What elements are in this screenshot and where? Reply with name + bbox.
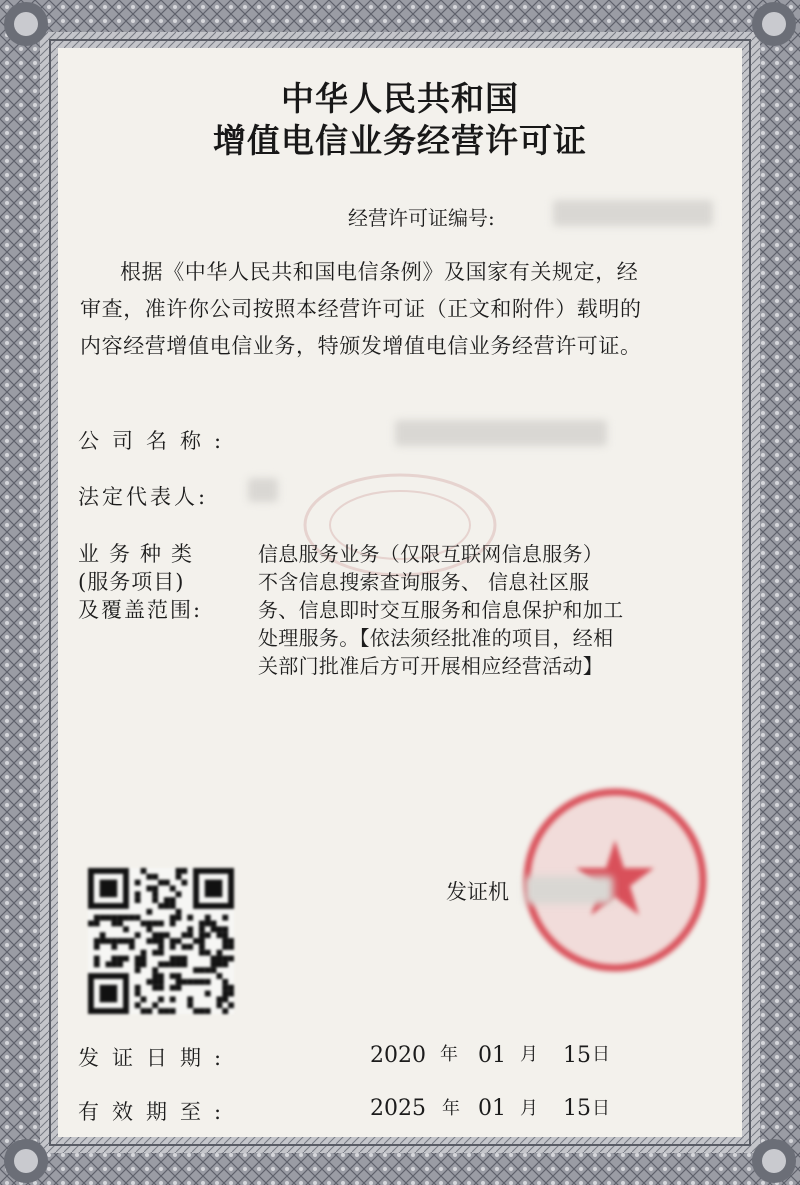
valid-day: 15 <box>563 1096 591 1121</box>
scope-label-1: 业务种类 <box>78 542 202 566</box>
scope-line-4: 处理服务。【依法须经批准的项目，经相 <box>258 626 614 650</box>
valid-month-unit: 月 <box>520 1098 538 1119</box>
valid-year-unit: 年 <box>442 1098 460 1119</box>
valid-day-unit: 日 <box>592 1098 610 1119</box>
issue-year: 2020 <box>370 1043 426 1068</box>
license-number-redacted <box>553 200 713 226</box>
scope-label-3: 及覆盖范围: <box>78 598 203 622</box>
issue-day: 15 <box>563 1043 591 1068</box>
issue-month: 01 <box>478 1043 506 1068</box>
issuer-name-redacted <box>525 876 613 904</box>
scope-line-1: 信息服务业务（仅限互联网信息服务） <box>258 542 604 566</box>
issue-date-label: 发证日期: <box>78 1046 235 1070</box>
scope-line-3: 务、信息即时交互服务和信息保护和加工 <box>258 598 624 622</box>
certificate-title-line1: 中华人民共和国 <box>281 79 519 118</box>
scope-line-2: 不含信息搜索查询服务、 信息社区服 <box>258 570 590 594</box>
corner-ornament-br <box>752 1139 796 1183</box>
body-line-3: 内容经营增值电信业务，特颁发增值电信业务经营许可证。 <box>80 334 642 358</box>
certificate-title-line2: 增值电信业务经营许可证 <box>213 121 587 160</box>
legal-rep-redacted <box>248 478 278 502</box>
company-name-label: 公司名称: <box>78 429 235 453</box>
issuer-label: 发证机 <box>446 880 509 904</box>
valid-year: 2025 <box>370 1096 426 1121</box>
license-number-label: 经营许可证编号: <box>348 206 495 230</box>
scope-line-5: 关部门批准后方可开展相应经营活动】 <box>258 654 604 678</box>
valid-until-label: 有效期至: <box>78 1100 235 1124</box>
corner-ornament-tl <box>4 2 48 46</box>
body-line-1: 根据《中华人民共和国电信条例》及国家有关规定，经 <box>120 260 639 284</box>
issue-month-unit: 月 <box>520 1044 538 1065</box>
corner-ornament-bl <box>4 1139 48 1183</box>
legal-rep-label: 法定代表人: <box>78 485 209 509</box>
qr-code[interactable] <box>88 868 234 1014</box>
issue-day-unit: 日 <box>592 1044 610 1065</box>
company-name-redacted <box>395 420 607 446</box>
corner-ornament-tr <box>752 2 796 46</box>
scope-label-2: (服务项目) <box>78 570 185 594</box>
valid-month: 01 <box>478 1096 506 1121</box>
body-line-2: 审查，准许你公司按照本经营许可证（正文和附件）载明的 <box>80 297 642 321</box>
issue-year-unit: 年 <box>440 1044 458 1065</box>
